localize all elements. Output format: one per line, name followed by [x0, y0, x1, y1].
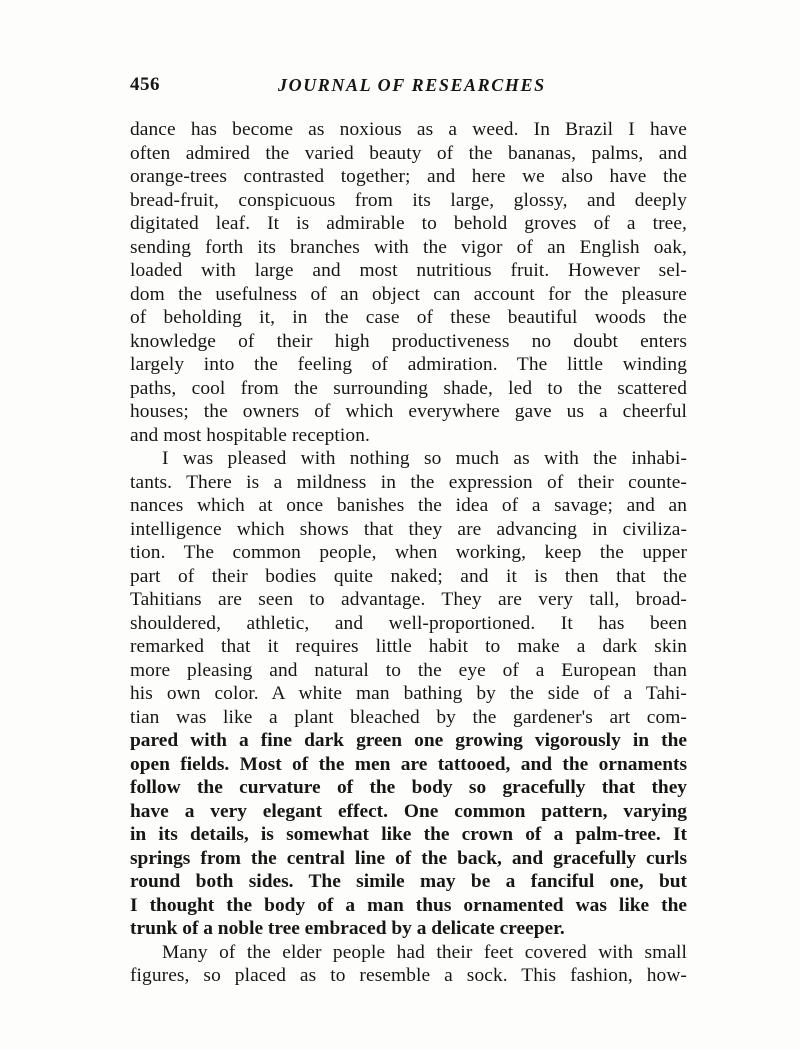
text-line: round both sides. The simile may be a fanciful one, but — [130, 871, 687, 892]
text-line: paths, cool from the surrounding shade, led to the scattered — [130, 377, 687, 399]
running-title: JOURNAL OF RESEARCHES — [278, 75, 546, 95]
text-line: pared with a fine dark green one growing vigorously in the — [130, 730, 687, 751]
bold-text-region — [130, 729, 687, 941]
text-line: sending forth its branches with the vigor of an English oak, — [130, 236, 687, 258]
text-line: bread-fruit, conspicuous from its large, glossy, and deeply — [130, 189, 687, 211]
text-line: loaded with large and most nutritious fruit. However sel- — [130, 260, 687, 281]
text-line: I thought the body of a man thus ornamented was like the — [130, 894, 687, 916]
running-head — [130, 74, 690, 104]
text-line: digitated leaf. It is admirable to behold groves of a tree, — [130, 213, 687, 234]
page-number: 456 — [130, 74, 160, 95]
text-line: intelligence which shows that they are advancing in civiliza- — [130, 518, 687, 540]
text-line: dom the usefulness of an object can account for the pleasure — [130, 283, 687, 305]
paragraph — [130, 447, 687, 941]
text-line: Many of the elder people had their feet covered with small — [162, 941, 687, 963]
text-line: tion. The common people, when working, keep the upper — [130, 542, 687, 563]
text-line: orange-trees contrasted together; and here we also have the — [130, 166, 687, 187]
text-line: shouldered, athletic, and well-proportioned. It has been — [130, 612, 687, 634]
text-line: nances which at once banishes the idea of a savage; and an — [130, 495, 687, 516]
text-line: often admired the varied beauty of the bananas, palms, and — [130, 142, 687, 164]
text-line: of beholding it, in the case of these beautiful woods the — [130, 307, 687, 328]
text-line: springs from the central line of the back, and gracefully curls — [130, 847, 687, 869]
text-line: houses; the owners of which everywhere gave us a cheerful — [130, 401, 687, 422]
text-line: open fields. Most of the men are tattooed, and the ornaments — [130, 753, 687, 775]
text-line: and most hospitable reception. — [130, 424, 370, 446]
text-line: more pleasing and natural to the eye of a European than — [130, 659, 687, 681]
body-text — [130, 118, 687, 988]
text-line: largely into the feeling of admiration. The little winding — [130, 354, 687, 375]
text-line: have a very elegant effect. One common pattern, varying — [130, 800, 687, 822]
text-line: his own color. A white man bathing by the side of a Tahi- — [130, 683, 687, 704]
text-line: trunk of a noble tree embraced by a delicate creeper. — [130, 918, 565, 939]
text-line: in its details, is somewhat like the crown of a palm-tree. It — [130, 824, 687, 845]
text-line: Tahitians are seen to advantage. They are very tall, broad- — [130, 589, 687, 610]
text-line: I was pleased with nothing so much as with the inhabi- — [162, 448, 687, 469]
paragraph — [130, 118, 687, 447]
text-line: follow the curvature of the body so gracefully that they — [130, 777, 687, 798]
text-line: figures, so placed as to resemble a sock. This fashion, how- — [130, 965, 687, 986]
paragraph — [130, 941, 687, 988]
text-line: part of their bodies quite naked; and it is then that the — [130, 565, 687, 587]
text-line: knowledge of their high productiveness no doubt enters — [130, 330, 687, 352]
text-line: remarked that it requires little habit to make a dark skin — [130, 636, 687, 657]
text-line: dance has become as noxious as a weed. In Brazil I have — [130, 119, 687, 140]
text-line: tants. There is a mildness in the expression of their counte- — [130, 471, 687, 493]
text-line: tian was like a plant bleached by the gardener's art com- — [130, 706, 687, 728]
